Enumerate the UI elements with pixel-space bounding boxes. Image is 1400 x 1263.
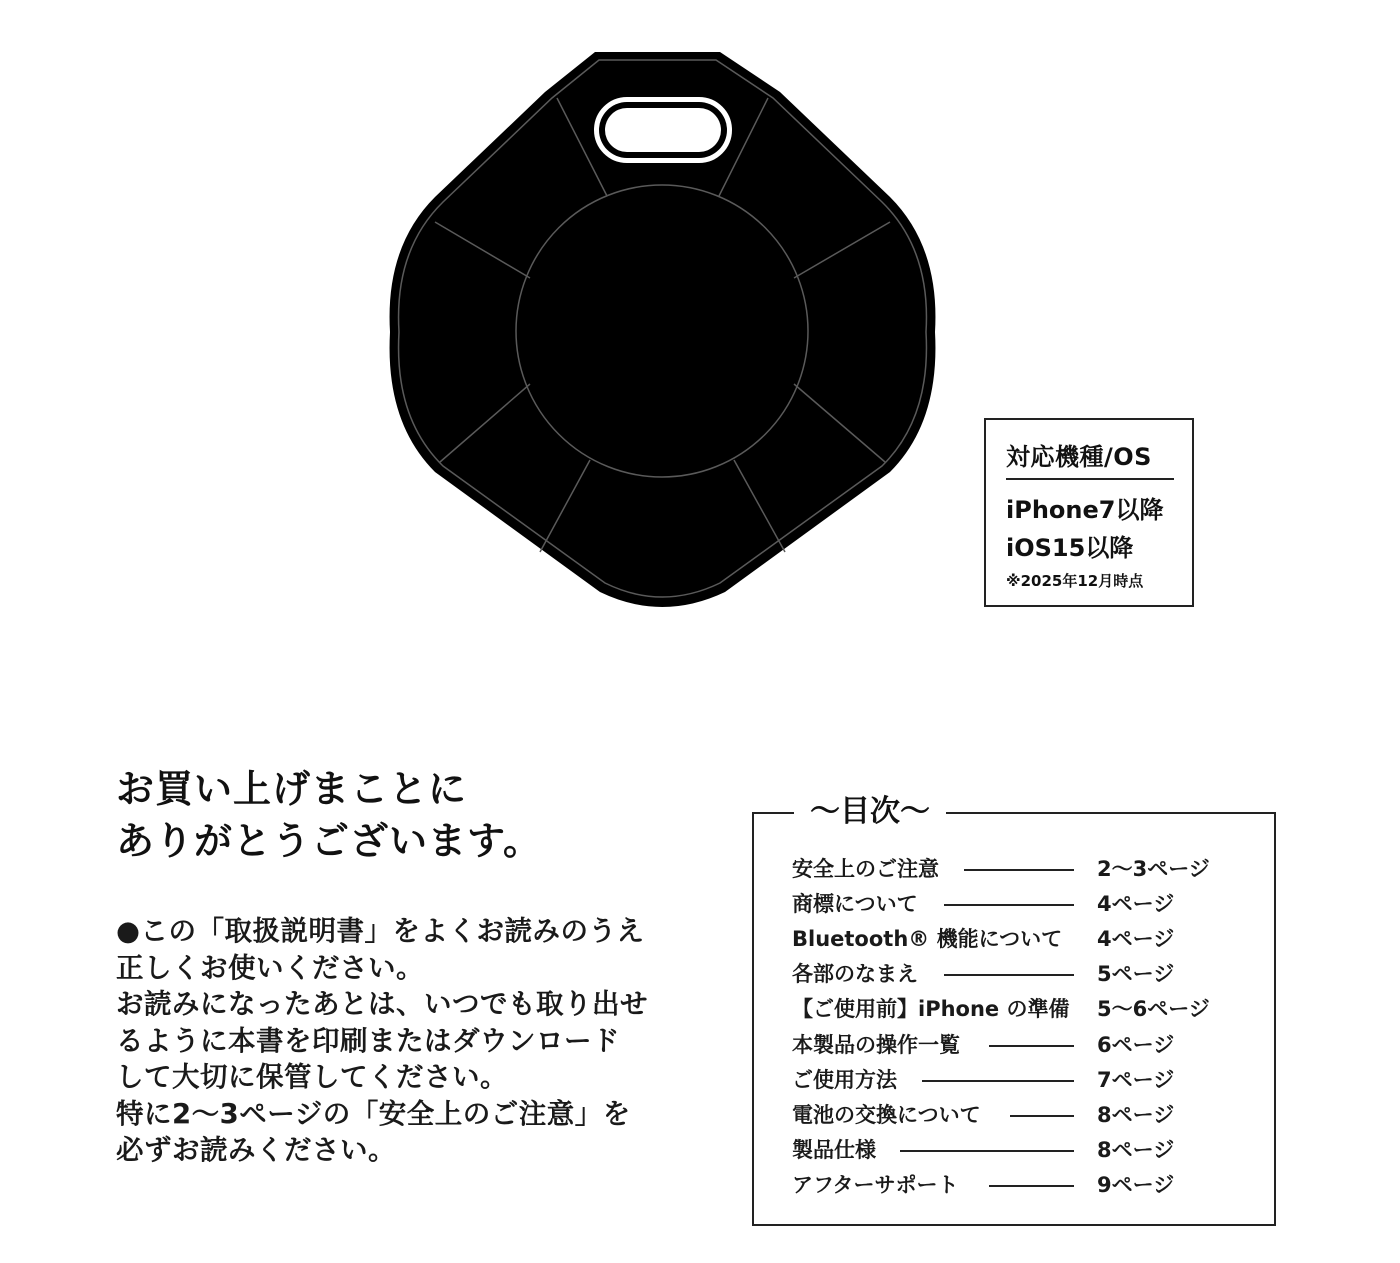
table-of-contents <box>752 794 1276 1226</box>
leader-line <box>964 869 1074 871</box>
toc-item[interactable] <box>792 852 1274 887</box>
toc-item-page: 4ページ <box>1097 892 1175 916</box>
toc-item-label: 本製品の操作一覧 <box>792 1033 960 1057</box>
compatibility-note: ※2025年12月時点 <box>1006 572 1144 590</box>
greeting-heading <box>116 763 542 867</box>
compatibility-box <box>984 418 1194 607</box>
toc-item-label: ご使用方法 <box>792 1068 897 1092</box>
intro-line: 特に2～3ページの「安全上のご注意」を <box>116 1097 631 1130</box>
toc-item-label: 製品仕様 <box>792 1138 876 1162</box>
intro-line: 必ずお読みください。 <box>116 1134 396 1166</box>
toc-item-label: 【ご使用前】iPhone の準備 <box>792 997 1070 1021</box>
toc-item[interactable] <box>792 1063 1274 1098</box>
leader-line <box>1010 1115 1074 1117</box>
leader-line <box>922 1080 1074 1082</box>
product-illustration <box>385 52 940 614</box>
intro-paragraph <box>116 913 648 1169</box>
toc-item-label: 電池の交換について <box>792 1103 981 1127</box>
tracker-device-icon <box>390 52 936 607</box>
toc-item-page: 8ページ <box>1097 1103 1175 1127</box>
toc-item-page: 5ページ <box>1097 962 1175 986</box>
toc-item-page: 4ページ <box>1097 927 1175 951</box>
toc-item-page: 7ページ <box>1097 1068 1175 1092</box>
divider <box>1006 478 1174 480</box>
greeting-line: お買い上げまことに <box>116 767 468 811</box>
toc-item-label: Bluetooth® 機能について <box>792 927 1063 951</box>
compatibility-title: 対応機種/OS <box>1006 443 1152 471</box>
toc-item[interactable] <box>792 922 1274 957</box>
intro-line: 正しくお使いください。 <box>116 951 424 984</box>
toc-item-page: 5～6ページ <box>1097 997 1210 1021</box>
toc-item[interactable] <box>792 1168 1274 1203</box>
toc-item[interactable] <box>792 1028 1274 1063</box>
intro-line: して大切に保管してください。 <box>116 1061 508 1093</box>
toc-item-page: 9ページ <box>1097 1173 1175 1197</box>
toc-item-page: 2～3ページ <box>1097 857 1210 881</box>
toc-item[interactable] <box>792 957 1274 992</box>
toc-title: ～目次～ <box>794 792 946 832</box>
leader-line <box>900 1150 1074 1152</box>
toc-item[interactable] <box>792 1098 1274 1133</box>
toc-item-label: 安全上のご注意 <box>792 857 939 881</box>
leader-line <box>989 1185 1074 1187</box>
toc-item[interactable] <box>792 992 1274 1027</box>
leader-line <box>989 1045 1074 1047</box>
compatible-device: iPhone7以降 <box>1006 496 1164 524</box>
toc-item-page: 6ページ <box>1097 1033 1175 1057</box>
toc-item-page: 8ページ <box>1097 1138 1175 1162</box>
intro-line: ●この「取扱説明書」をよくお読みのうえ <box>116 915 645 947</box>
intro-line: るように本書を印刷またはダウンロード <box>116 1024 620 1057</box>
toc-item-label: 商標について <box>792 892 918 916</box>
compatible-os: iOS15以降 <box>1006 534 1134 562</box>
leader-line <box>944 974 1074 976</box>
intro-line: お読みになったあとは、いつでも取り出せ <box>116 988 648 1020</box>
leader-line <box>944 904 1074 906</box>
toc-item[interactable] <box>792 1133 1274 1168</box>
toc-item-label: アフターサポート <box>792 1173 959 1197</box>
toc-item-label: 各部のなまえ <box>792 962 918 986</box>
toc-item[interactable] <box>792 887 1274 922</box>
greeting-line: ありがとうございます。 <box>116 819 542 863</box>
